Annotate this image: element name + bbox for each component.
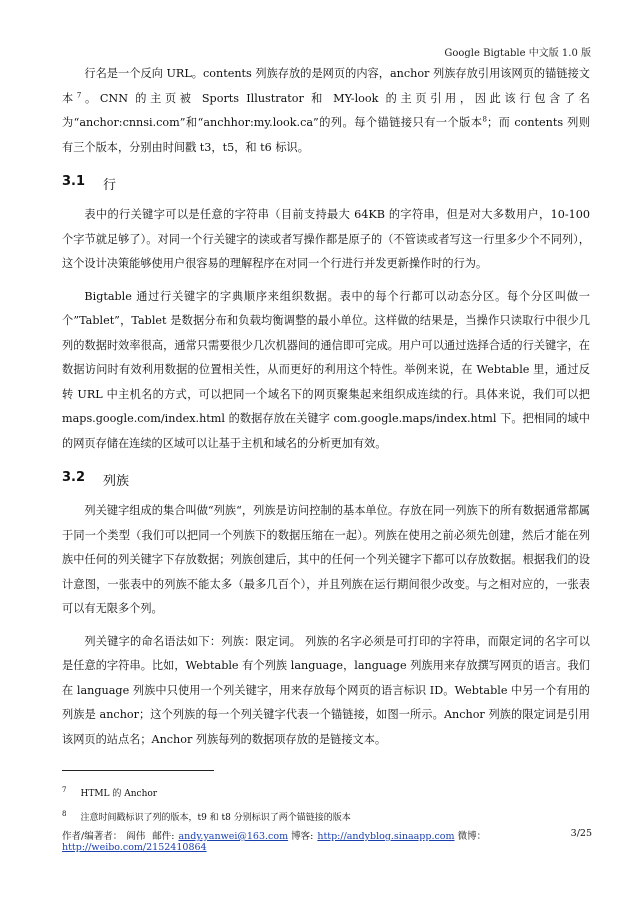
column-families-paragraph-1: 列关键字组成的集合叫做“列族“，列族是访问控制的基本单位。存放在同一列族下的所有数据通常都属于同一个类型（我们可以把同一个列族下的数据压缩在一起）。列族在使用之前必须先创建，然后才能在列族中任何的列关键字下存放数据；列族创建后，其中的任何一个列关键字下都可以存放数据。根据我们的设计意图，一张表中的列族不能太多（最多几百个），并且列族在运行期间很少改变。与之相对应的，一张表可以有无限多个列。 — [62, 504, 590, 615]
page-footer — [62, 828, 592, 853]
weibo-link[interactable]: http://weibo.com/2152410864 — [62, 842, 207, 853]
email-link[interactable]: andy.yanwei@163.com — [178, 831, 289, 842]
running-header: Google Bigtable 中文版 1.0 版 — [444, 48, 591, 59]
footnote-8: $^8$ 注意时间戳标识了列的版本，t9 和 t8 分别标识了两个锚链接的版本 — [62, 810, 351, 823]
footnote-ref-7[interactable]: 7 — [76, 90, 82, 99]
section-heading-rows — [62, 174, 590, 193]
section-number: 3.2 — [62, 470, 86, 485]
section-heading-column-families — [62, 470, 590, 489]
footer-contact: 作者/编著者： 阎伟 邮件: andy.yanwei@163.com 博客: http://andyblog.sinaapp.com 微博：http://weibo.com/2152410864 — [62, 831, 487, 853]
section-number: 3.1 — [62, 174, 86, 189]
section-title: 行 — [103, 178, 117, 193]
footnote-7: $^7$ HTML 的 Anchor — [62, 786, 158, 799]
document-body — [62, 62, 590, 760]
page-number: 3/25 — [570, 828, 592, 839]
author-name: 阎伟 — [126, 831, 146, 842]
blog-link[interactable]: http://andyblog.sinaapp.com — [317, 831, 455, 842]
column-families-paragraph-2: 列关键字的命名语法如下：列族：限定词。 列族的名字必须是可打印的字符串，而限定词的名字可以是任意的字符串。比如，Webtable 有个列族 language，language 列族用来存放撰写网页的语言。我们在 language 列族中只使用一个列关键字，用来存放每个网页的语言标识 ID。Webtable 中另一个有用的列族是 anchor；这个列族的每一个列关键字代表一个锚链接，如图一所示。Anchor 列族的限定词是引用该网页的站点名；Anchor 列族每列的数据项存放的是链接文本。 — [62, 634, 590, 746]
footnote-ref-8[interactable]: 8 — [482, 115, 487, 124]
rows-paragraph-2: Bigtable 通过行关键字的字典顺序来组织数据。表中的每个行都可以动态分区。每个分区叫做一个”Tablet”，Tablet 是数据分布和负载均衡调整的最小单位。这样做的结果是，当操作只读取行中很少几列的数据时效率很高，通常只需要很少几次机器间的通信即可完成。用户可以通过选择合适的行关键字，在数据访问时有效利用数据的位置相关性，从而更好的利用这个特性。举例来说，在 Webtable 里，通过反转 URL 中主机名的方式，可以把同一个域名下的网页聚集起来组织成连续的行。具体来说，我们可以把 maps.google.com/index.html 的数据存放在关键字 com.google.maps/index.html 下。把相同的域中的网页存储在连续的区域可以让基于主机和域名的分析更加有效。 — [62, 289, 590, 450]
intro-paragraph: 行名是一个反向 URL。contents 列族存放的是网页的内容，anchor 列族存放引用该网页的锚链接文本$^7$。CNN 的主页被 Sports Illustrator 和 MY-look 的主页引用，因此该行包含了名为“anchor:cnnsi.com”和“anchhor:my.look.ca”的列。每个锚链接只有一个版本$^8$；而 contents 列则有三个版本，分别由时间戳 t3，t5，和 t6 标识。 — [62, 67, 590, 154]
footnote-divider — [62, 770, 214, 771]
rows-paragraph-1: 表中的行关键字可以是任意的字符串（目前支持最大 64KB 的字符串，但是对大多数用户，10-100 个字节就足够了）。对同一个行关键字的读或者写操作都是原子的（不管读或者写这一行里多少个不同列），这个设计决策能够使用户很容易的理解程序在对同一个行进行并发更新操作时的行为。 — [62, 208, 590, 270]
footnotes — [62, 780, 582, 828]
section-title: 列族 — [103, 474, 130, 489]
